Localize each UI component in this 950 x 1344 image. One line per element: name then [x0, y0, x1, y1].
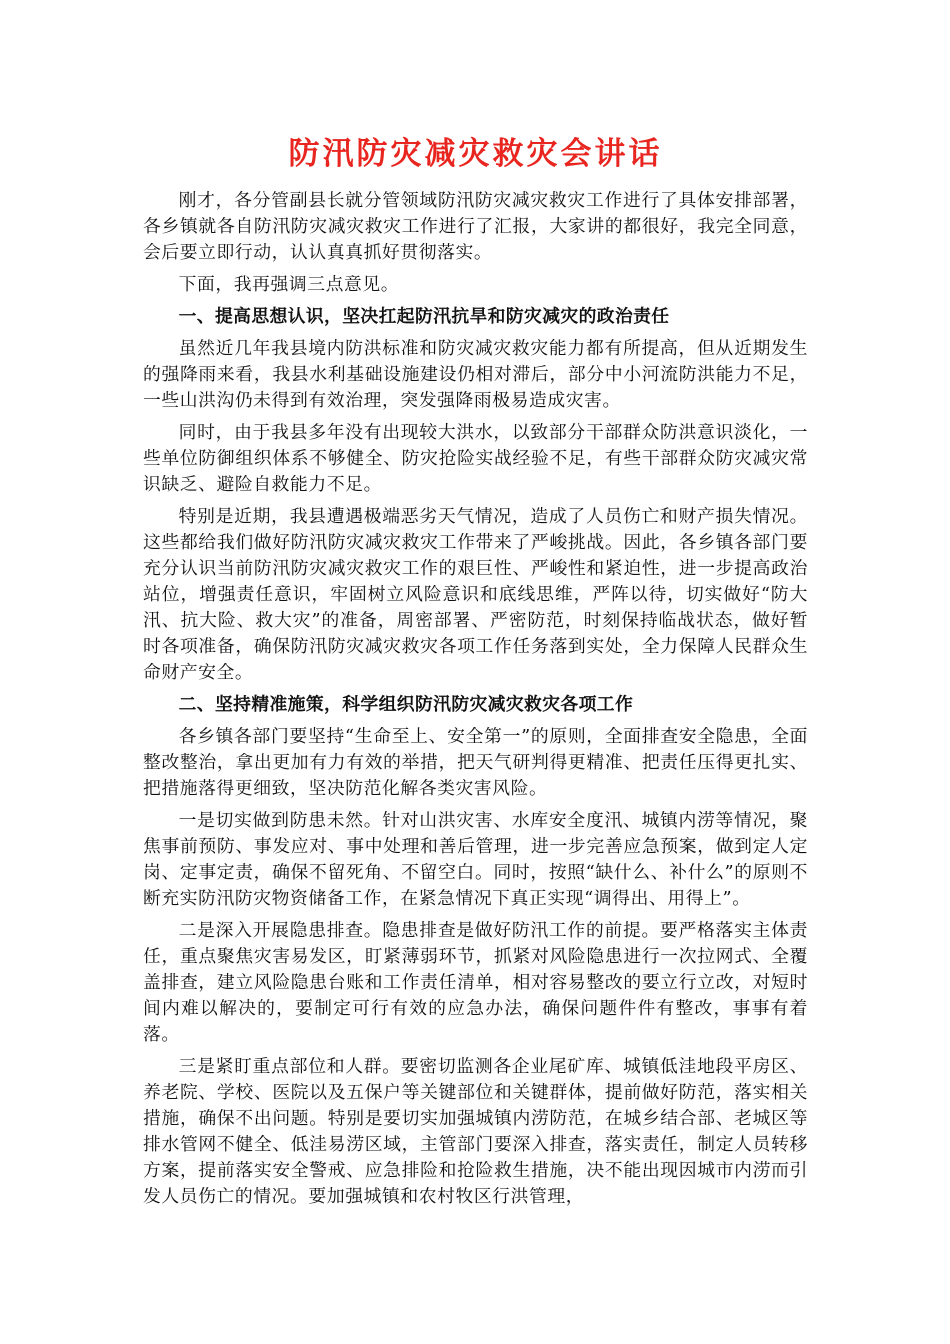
paragraph: 各乡镇各部门要坚持“生命至上、安全第一”的原则，全面排查安全隐患，全面整改整治，拿出更加有力有效的举措，把天气研判得更精准、把责任压得更扎实、把措施落得更细致，坚决防范化解各类灾害风险。 [143, 726, 808, 799]
paragraph: 特别是近期，我县遭遇极端恶劣天气情况，造成了人员伤亡和财产损失情况。这些都给我们做好防汛防灾减灾救灾工作带来了严峻挑战。因此，各乡镇各部门要充分认识当前防汛防灾减灾救灾工作的艰巨性、严峻性和紧迫性，进一步提高政治站位，增强责任意识，牢固树立风险意识和底线思维，严阵以待，切实做好“防大汛、抗大险、救大灾”的准备，周密部署、严密防范，时刻保持临战状态，做好暂时各项准备，确保防汛防灾减灾救灾各项工作任务落到实处，全力保障人民群众生命财产安全。 [143, 506, 808, 683]
paragraph-opening: 刚才，各分管副县长就分管领域防汛防灾减灾救灾工作进行了具体安排部署，各乡镇就各自防汛防灾减灾救灾工作进行了汇报，大家讲的都很好，我完全同意，会后要立即行动，认认真真抓好贯彻落实。 [143, 190, 808, 263]
section-heading-1: 一、提高思想认识，坚决扛起防汛抗旱和防灾减灾的政治责任 [178, 306, 670, 327]
paragraph: 二是深入开展隐患排查。隐患排查是做好防汛工作的前提。要严格落实主体责任，重点聚焦灾害易发区，盯紧薄弱环节，抓紧对风险隐患进行一次拉网式、全覆盖排查，建立风险隐患台账和工作责任清单，相对容易整改的要立行立改，对短时间内难以解决的，要制定可行有效的应急办法，确保问题件件有整改，事事有着落。 [143, 920, 808, 1045]
paragraph: 同时，由于我县多年没有出现较大洪水，以致部分干部群众防洪意识淡化，一些单位防御组织体系不够健全、防灾抢险实战经验不足，有些干部群众防灾减灾常识缺乏、避险自救能力不足。 [143, 422, 808, 495]
paragraph-intro: 下面，我再强调三点意见。 [178, 274, 400, 295]
section-heading-2: 二、坚持精准施策，科学组织防汛防灾减灾救灾各项工作 [178, 694, 634, 715]
paragraph: 三是紧盯重点部位和人群。要密切监测各企业尾矿库、城镇低洼地段平房区、养老院、学校、医院以及五保户等关键部位和关键群体，提前做好防范，落实相关措施，确保不出问题。特别是要切实加强城镇内涝防范，在城乡结合部、老城区等排水管网不健全、低洼易涝区域，主管部门要深入排查，落实责任，制定人员转移方案，提前落实安全警戒、应急排险和抢险救生措施，决不能出现因城市内涝而引发人员伤亡的情况。要加强城镇和农村牧区行洪管理， [143, 1056, 808, 1207]
document-page [143, 130, 808, 1216]
paragraph: 虽然近几年我县境内防洪标准和防灾减灾救灾能力都有所提高，但从近期发生的强降雨来看，我县水利基础设施建设仍相对滞后，部分中小河流防洪能力不足，一些山洪沟仍未得到有效治理，突发强降雨极易造成灾害。 [143, 338, 808, 411]
paragraph: 一是切实做到防患未然。针对山洪灾害、水库安全度汛、城镇内涝等情况，聚焦事前预防、事发应对、事中处理和善后管理，进一步完善应急预案，做到定人定岗、定事定责，确保不留死角、不留空白。同时，按照“缺什么、补什么”的原则不断充实防汛防灾物资储备工作，在紧急情况下真正实现“调得出、用得上”。 [143, 810, 808, 909]
document-title: 防汛防灾减灾救灾会讲话 [288, 136, 663, 172]
